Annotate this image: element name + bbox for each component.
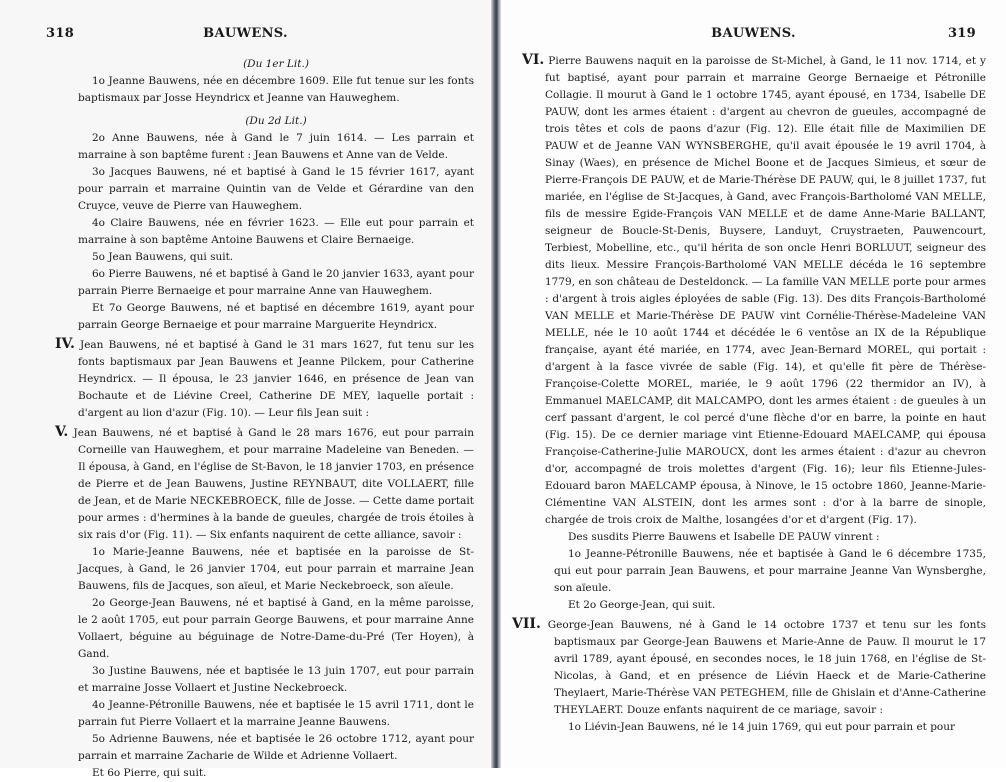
paragraph-text: 1o Jeanne Bauwens, née en décembre 1609. Elle fut tenue sur les fonts baptismaux par Josse Heyndricx et Jeanne van Hauweghem. <box>78 75 474 104</box>
text-paragraph <box>554 546 986 597</box>
paragraph-text: Jean Bauwens, né et baptisé à Gand le 28 mars 1676, eut pour parrain Corneille van Hauweghem, et pour marraine Madeleine van Beneden. — Il épousa, à Gand, en l'église de St-Bavon, le 18 janvier 1703, en présence de Pierre et de Jean Bauwens, Justine REYNBAUT, dite VOLLAERT, fille de Jean, et de Marie NECKEBROECK, fille de Josse. — Cette dame portait pour armes : d'hermines à la bande de gueules, chargée de trois étoiles à six rais d'or (Fig. 11). — Six enfants naquirent de cette alliance, savoir : <box>73 427 474 541</box>
paragraph-text: 1o Jeanne-Pétronille Bauwens, née et baptisée à Gand le 6 décembre 1735, qui eut pour parrain Jean Bauwens, et pour marraine Jeanne Van Wynsberghe, son aïeule. <box>554 548 986 594</box>
generation-paragraph <box>522 52 986 529</box>
paragraph-text: 6o Pierre Bauwens, né et baptisé à Gand le 20 janvier 1633, ayant pour parrain Pierre Bernaeige et pour marraine Anne van Hauweghem. <box>78 268 474 297</box>
text-paragraph <box>554 597 986 614</box>
generation-number: VII. <box>512 616 541 632</box>
left-header-title: BAUWENS. <box>203 26 288 41</box>
text-paragraph <box>78 300 474 334</box>
right-running-header <box>501 26 1006 42</box>
paragraph-text: Et 7o George Bauwens, né et baptisé en décembre 1619, ayant pour parrain George Bernaeige et pour marraine Marguerite Heyndricx. <box>78 302 474 331</box>
generation-paragraph <box>55 424 474 544</box>
paragraph-text: 5o Jean Bauwens, qui suit. <box>92 251 234 263</box>
left-body-text <box>55 50 474 782</box>
right-page <box>501 0 1006 768</box>
generation-number: VI. <box>522 52 545 68</box>
text-paragraph <box>78 663 474 697</box>
text-paragraph <box>554 529 986 546</box>
marriage-subheading <box>78 56 474 73</box>
text-paragraph <box>78 544 474 595</box>
paragraph-text: 3o Justine Bauwens, née et baptisée le 13 juin 1707, eut pour parrain et marraine Josse Vollaert et Justine Neckebroeck. <box>78 665 474 694</box>
paragraph-text: Et 2o George-Jean, qui suit. <box>568 599 716 611</box>
paragraph-text: (Du 1er Lit.) <box>243 58 309 70</box>
book-gutter <box>491 0 501 768</box>
paragraph-text: 2o Anne Bauwens, née à Gand le 7 juin 1614. — Les parrain et marraine à son baptême furent : Jean Bauwens et Anne van de Velde. <box>78 132 474 161</box>
generation-paragraph <box>512 616 986 719</box>
paragraph-text: Jean Bauwens, né et baptisé à Gand le 31 mars 1627, fut tenu sur les fonts baptismaux par Jean Bauwens et Jeanne Pilckem, pour Catherine Heyndricx. — Il épousa, le 23 janvier 1646, en présence de Jean van Bochaute et de Liévine Creel, Catherine DE MEY, laquelle portait : d'argent au lion d'azur (Fig. 10). — Leur fils Jean suit : <box>78 339 474 419</box>
paragraph-text: 2o George-Jean Bauwens, né et baptisé à Gand, en la même paroisse, le 2 août 1705, eut pour parrain George Bauwens, et pour marraine Anne Vollaert, béguine au béguinage de Notre-Dame-du-Pré (Ter Hoyen), à Gand. <box>78 597 474 660</box>
paragraph-text: 3o Jacques Bauwens, né et baptisé à Gand le 15 février 1617, ayant pour parrain et marraine Quintin van de Velde et Gérardine van den Cruyce, veuve de Pierre van Hauweghem. <box>78 166 474 212</box>
paragraph-text: Et 6o Pierre, qui suit. <box>92 767 207 779</box>
right-body-text <box>512 50 986 736</box>
paragraph-text: 1o Marie-Jeanne Bauwens, née et baptisée en la paroisse de St-Jacques, à Gand, le 26 janvier 1704, eut pour parrain et marraine Jean Bauwens, fils de Jacques, son aïeul, et Marie Neckebroeck, son aïeule. <box>78 546 474 592</box>
text-paragraph <box>78 73 474 107</box>
left-page-number: 318 <box>46 26 75 41</box>
paragraph-text: 4o Jeanne-Pétronille Bauwens, née et baptisée le 15 avril 1711, dont le parrain fut Pierre Vollaert et la marraine Jeanne Bauwens. <box>78 699 474 728</box>
text-paragraph <box>78 731 474 765</box>
text-paragraph <box>78 164 474 215</box>
text-paragraph <box>554 719 986 736</box>
generation-number: V. <box>55 424 69 440</box>
text-paragraph <box>78 697 474 731</box>
text-paragraph <box>78 249 474 266</box>
text-paragraph <box>78 595 474 663</box>
text-paragraph <box>78 130 474 164</box>
paragraph-text: 4o Claire Bauwens, née en février 1623. — Elle eut pour parrain et marraine à son baptême Antoine Bauwens et Claire Bernaeige. <box>78 217 474 246</box>
right-header-title: BAUWENS. <box>711 26 796 41</box>
generation-paragraph <box>55 336 474 422</box>
left-page <box>0 0 491 779</box>
text-paragraph <box>78 215 474 249</box>
marriage-subheading <box>78 113 474 130</box>
paragraph-text: (Du 2d Lit.) <box>245 115 307 127</box>
paragraph-text: George-Jean Bauwens, né à Gand le 14 octobre 1737 et tenu sur les fonts baptismaux par George-Jean Bauwens et Marie-Anne de Pauw. Il mourut le 17 avril 1789, ayant épousé, en secondes noces, le 18 juin 1768, en l'église de St-Nicolas, à Gand, et en présence de Liévin Haeck et de Marie-Catherine Theylaert, Marie-Thérèse VAN PETEGHEM, fille de Ghislain et d'Anne-Catherine THEYLAERT. Douze enfants naquirent de ce mariage, savoir : <box>547 619 986 716</box>
paragraph-text: 1o Liévin-Jean Bauwens, né le 14 juin 1769, qui eut pour parrain et pour <box>568 721 956 733</box>
paragraph-text: Des susdits Pierre Bauwens et Isabelle DE PAUW vinrent : <box>568 531 880 543</box>
text-paragraph <box>78 765 474 782</box>
paragraph-text: 5o Adrienne Bauwens, née et baptisée le 26 octobre 1712, ayant pour parrain et marraine Zacharie de Wilde et Adrienne Vollaert. <box>78 733 474 762</box>
right-page-number: 319 <box>947 26 976 41</box>
left-running-header <box>0 26 491 42</box>
paragraph-text: Pierre Bauwens naquit en la paroisse de St-Michel, à Gand, le 11 nov. 1714, et y fut baptisé, ayant pour parrain et marraine George Bernaeige et Pétronille Collagie. Il mourut à Gand le 1 octobre 1745, ayant épousé, en 1734, Isabelle DE PAUW, dont les armes étaient : d'argent au chevron de gueules, accompagné de trois têtes et cols de paons d'azur (Fig. 12). Elle était fille de Maximilien DE PAUW et de Jeanne VAN WYNSBERGHE, qu'il avait épousée le 19 avril 1704, à Sinay (Waes), en présence de Michel Boone et de Jacques Simieus, et sœur de Pierre-François DE PAUW, et de Marie-Thérèse DE PAUW, qui, le 8 juillet 1737, fut mariée, en l'église de St-Jacques, à Gand, avec François-Bartholomé VAN MELLE, fils de messire Egide-François VAN MELLE et de dame Anne-Marie BALLANT, seigneur de Boucle-St-Denis, Buysere, Landuyt, Cruystraeten, Pauwencourt, Terbiest, Mobelline, etc., qu'il hérita de son oncle Henri BORLUUT, seigneur des dits lieux. Messire François-Bartholomé VAN MELLE décéda le 16 septembre 1779, en son château de Desteldonck. — La famille VAN MELLE porte pour armes : d'argent à trois aigles éployées de sable (Fig. 13). Des dits François-Bartholomé VAN MELLE et Marie-Thérèse DE PAUW vint Cornélie-Thérèse-Madeleine VAN MELLE, née le 10 août 1744 et décédée le 6 ventôse an IX de la République française, ayant été mariée, en 1774, avec Jean-Bernard MOREL, qui portait : d'argent à la fasce vivrée de sable (Fig. 14), et qu'elle fit père de Thérèse-Françoise-Colette MOREL, mariée, le 9 août 1796 (22 thermidor an IV), à Emmanuel MAELCAMP, dit MALCAMPO, dont les armes étaient : de gueules à un cerf passant d'argent, le col percé d'une flèche d'or en barre, la pointe en haut (Fig. 15). De ce dernier mariage vint Etienne-Edouard MAELCAMP, qui épousa Françoise-Catherine-Julie MAROUCX, dont les armes étaient : d'azur au chevron d'or, accompagné de trois molettes d'argent (Fig. 16); leur fils Etienne-Jules-Edouard baron MAELCAMP épousa, à Ninove, le 15 octobre 1860, Jeanne-Marie-Clémentine VAN ALSTEIN, dont les armes sont : d'or à la barre de sinople, chargée de trois croix de Malthe, losangées d'or et d'argent (Fig. 17). <box>545 55 986 526</box>
text-paragraph <box>78 266 474 300</box>
generation-number: IV. <box>55 336 75 352</box>
